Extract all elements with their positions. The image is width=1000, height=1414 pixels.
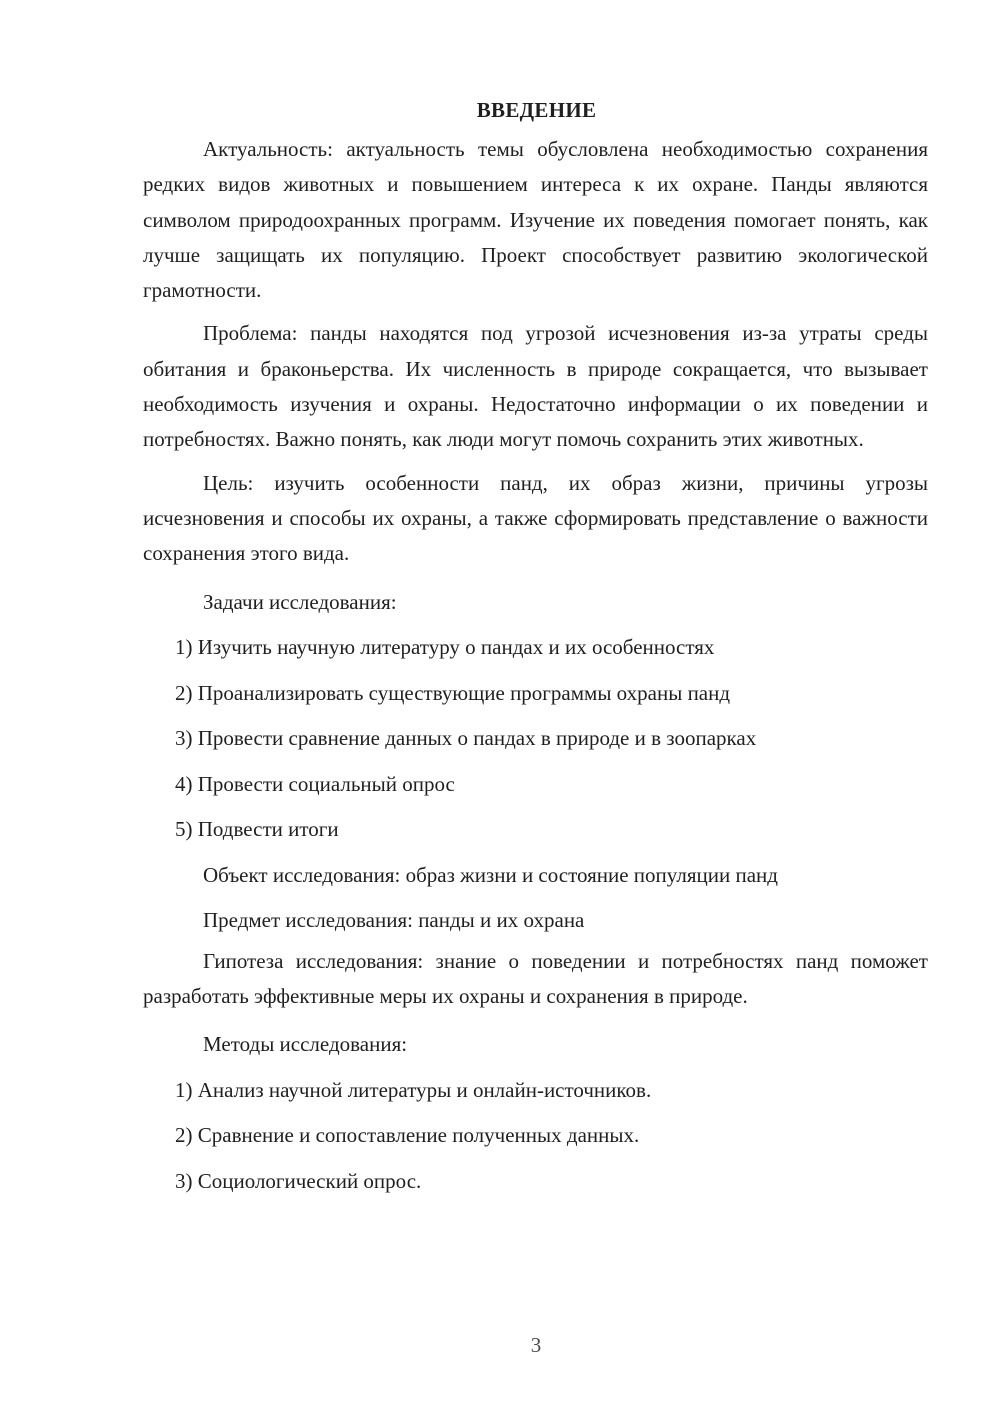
tasks-list [143, 625, 928, 853]
relevance-paragraph: Актуальность: актуальность темы обусловлена необходимостью сохранения редких видов животных и повышением интереса к их охране. Панды являются символом природоохранных программ. Изучение их поведения помогает понять, как лучше защищать их популяцию. Проект способствует развитию экологической грамотности. [143, 137, 928, 303]
list-item: 4) Провести социальный опрос [175, 771, 455, 796]
goal-paragraph: Цель: изучить особенности панд, их образ жизни, причины угрозы исчезновения и способы их охраны, а также сформировать представление о важности сохранения этого вида. [143, 470, 928, 566]
list-item: 3) Социологический опрос. [175, 1168, 422, 1193]
page-title: ВВЕДЕНИЕ [476, 98, 597, 122]
tasks-heading: Задачи исследования: [203, 589, 397, 614]
problem-paragraph: Проблема: панды находятся под угрозой исчезновения из-за утраты среды обитания и браконьерства. Их численность в природе сокращается, что вызывает необходимость изучения и охраны. Недостаточно информации о их поведении и потребностях. Важно понять, как люди могут помочь сохранить этих животных. [143, 321, 928, 452]
object-line: Объект исследования: образ жизни и состояние популяции панд [203, 862, 778, 887]
page-number: 3 [530, 1333, 542, 1357]
list-item: 2) Сравнение и сопоставление полученных данных. [175, 1123, 640, 1148]
methods-heading: Методы исследования: [203, 1032, 408, 1057]
subject-line: Предмет исследования: панды и их охрана [203, 908, 585, 933]
list-item: 1) Анализ научной литературы и онлайн-источников. [175, 1077, 652, 1102]
list-item: 3) Провести сравнение данных о пандах в природе и в зоопарках [175, 726, 757, 751]
hypothesis-paragraph: Гипотеза исследования: знание о поведении и потребностях панд поможет разработать эффективные меры их охраны и сохранения в природе. [143, 948, 928, 1008]
list-item: 1) Изучить научную литературу о пандах и их особенностях [175, 635, 715, 660]
methods-list [143, 1068, 928, 1205]
list-item: 5) Подвести итоги [175, 817, 339, 842]
list-item: 2) Проанализировать существующие программы охраны панд [175, 680, 731, 705]
